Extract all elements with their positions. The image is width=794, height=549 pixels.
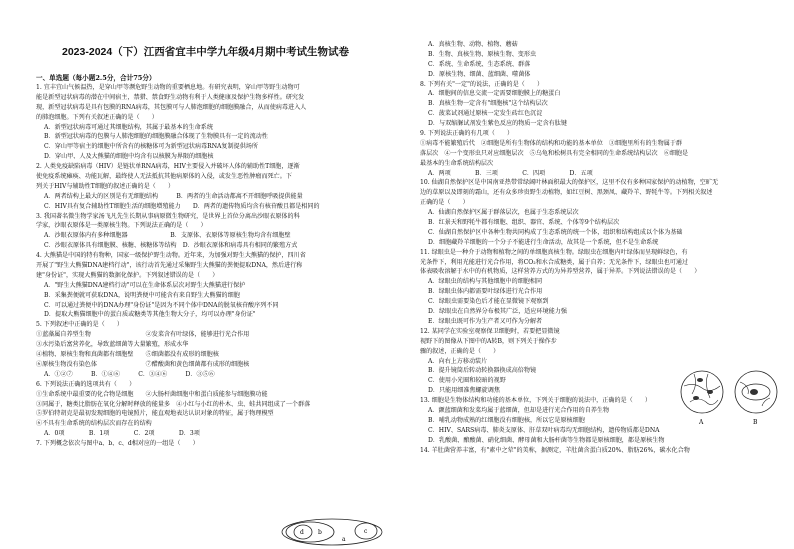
text-line: 光条件下，利用光能进行光合作用，将CO₂和水合成糖类，属于自养；无光条件下，绿眼虫也可通过 (420, 258, 689, 266)
text-line: C．仙湖自然保护区中各种生物共同构成了生态系统的统一个体，组织和结构组成以个体为基础 (428, 228, 683, 236)
text-line: ①生命系统中最重要的化合物是细胞 ②大肠杆菌细胞中和蛋白质能参与细胞膜功能 (36, 390, 268, 398)
text-line: 的肺泡细胞。下列有关叙述正确的是（ ） (36, 113, 158, 121)
text-line: A．颤蓝细菌和发菜均属于蓝细菌，但却是进行光合作用的自养生物 (428, 406, 610, 414)
text-line: ①病毒不能繁殖后代 ②细胞是所有生物体的结构和功能的基本单位 ③细胞里所有的生物属于群 (420, 139, 683, 147)
text-line: 现，新型冠状病毒是具有包膜的RNA病毒，其包膜可与人肺泡细胞的细胞膜融合，从而使病毒进入人 (36, 103, 307, 111)
text-line: 列关于HIV与辅助性T细胞的叙述正确的是（ ） (36, 182, 175, 190)
text-line: ③水污染后富营养化，导致蓝细菌等大量繁殖，形成水华 (36, 341, 189, 349)
text-line: 最基本的生命系统结构层次 (420, 159, 494, 167)
text-line: 体表吸收溶解于水中的有机物质，这样营养方式的为异养型营养，属于异养。下列说法错误的是（ ） (420, 268, 701, 276)
text-line: A．绿眼虫的结构与其他细胞中的细胞相同 (428, 278, 543, 286)
text-line: 开展了"野生大熊猫DNA建档行动"，该行动首先通过采集野生大熊猫的粪便提取DNA，然后进行称 (36, 262, 303, 270)
text-line: ①蓝藻属自养型生物 ②发菜含有叶绿体，能够进行光合作用 (36, 331, 250, 339)
text-line: A．0项 B．1项 C．2项 D．3项 (44, 430, 200, 438)
text-line: A．①②⑦ B．①④⑥ C．③④⑥ D．③⑤⑥ (44, 370, 215, 378)
text-line: 12. 某同学在实验室观察保卫细胞时，若要把显微镜 (420, 327, 560, 335)
text-line: B．采集粪便就可获取DNA，说明粪便中可能含有来自野生大熊猫的细胞 (44, 291, 240, 299)
text-line: C．HIV、SARS病毒、肺炎支原体、肝草双叶病毒均无细胞结构，遗传物质都是DNA (428, 426, 660, 434)
text-line: 学家，沙眼衣原体是一类原核生物。下列说法正确的是（ ） (36, 222, 207, 230)
text-line: 4. 大熊猫是中国的特有物种，国家一级保护野生动物。近年来，为加强对野生大熊猫的保护，四川省 (36, 252, 306, 260)
text-line: D．与双缩脲试剂发生紫色反应的物质一定含有肽键 (428, 120, 567, 128)
text-line: A．仙湖自然保护区属于群落层次，也属于生态系统层次 (428, 209, 579, 217)
venn-label-b: b (318, 529, 322, 536)
text-line: A．细胞间的信息交流一定需要细胞膜上的糖蛋白 (428, 90, 561, 98)
text-line: B．红景天和野牦牛都有细胞、组织、器官、系统、个体等9个结构层次 (428, 219, 620, 227)
text-line: A．新型冠状病毒可通过其细胞结构，其属于最基本的生命系统 (44, 123, 213, 131)
text-line: 视野下的图像从下图中的A转B，则下列关于操作步 (420, 337, 557, 345)
text-line: 9. 下列说法正确的有几项（ ） (420, 130, 514, 138)
text-line: C．沙眼衣原体具有细胞膜、核糖、核糖体等结构 D．沙眼衣原体和病毒具有相同的繁殖方式 (44, 242, 298, 250)
text-line: 6. 下列说法正确的选项共有（ ） (36, 380, 136, 388)
text-line: C．菠菜试剂通过原核一定发生砖红色沉淀 (428, 110, 543, 118)
text-line: E．绿眼虫既可作为生产者又可作为分解者 (428, 317, 543, 325)
text-line: C．HIV具有复合辅助性T细胞生活的细胞增殖能力 D．两者的遗传物质均含有核苷酸且都是相同的 (44, 202, 320, 210)
text-line: 落层次 ④一个变形虫只对应细胞层次 ⑤乌龟和松树具有完全相同的生命系统结构层次 ⑥细胞是 (420, 149, 689, 157)
text-line: 2. 人类免疫缺陷病毒（HIV）是链状单RNA病毒，HIV主要侵入并破坏人体的辅助性T细胞，逐渐 (36, 163, 300, 171)
text-line: C．系统、生命系统、生态系统、群落 (428, 60, 531, 68)
text-line: ④植物、原核生物和真菌都有细胞壁 ⑤细菌都没有成形的细胞核 (36, 351, 219, 359)
venn-diagram-figure (280, 517, 390, 547)
text-line: 边的草原以及即刻的霜山，还有众多珍贵野生动植物，如红豆树、黑颈凤、藏羚羊、野牦牛等。下列相关叙述 (420, 189, 713, 197)
text-line: D．绿眼虫在自然界分布极其广泛，适应环境能力强 (428, 308, 567, 316)
text-line: 正确的是（ ） (420, 199, 469, 207)
left-column (36, 0, 396, 549)
text-line: A．沙眼衣原体内有多种细胞器 B．支原体、衣原体等原核生物均含有细胞壁 (44, 232, 291, 240)
text-line: B．绿眼虫体内都需要叶绿体进行光合作用 (428, 288, 543, 296)
text-line: 11. 绿眼虫是一种介于动物和植物之间的单细胞真核生物。绿眼虫在细胞内叶绿体而呈现鲜绿色，有 (420, 248, 688, 256)
text-line: 13. 细胞是生物体结构和功能的基本单位，下列关于细胞的说法中，正确的是（ ） (420, 397, 652, 405)
text-line: 骤的叙述，正确的是（ ） (420, 347, 500, 355)
text-line: D．提取大熊猫细胞中的蛋白质或糖类等其他生物大分子，均可以办理"身份证" (44, 311, 256, 319)
text-line: B．新型冠状病毒的包膜与人肺泡细胞的细胞膜融合体现了生物膜具有一定的流动性 (44, 133, 268, 141)
text-line: 14. 羊肚菌营养丰富，有"素中之荤"的美称，据测定，羊肚菌含蛋白质20%、脂肪26%，碳水化合物 (420, 446, 690, 454)
text-line: 能是新型冠状病毒的潜在中间宿主，禁猎、禁食野生动物有利于人类健康及保护生物多样性。研究发 (36, 93, 305, 101)
text-line: 8. 下列有关"一定"的说法，正确的是（ ） (420, 80, 544, 88)
text-line: 3. 我国著名微生物学家汤飞凡先生长期从事病原微生物研究，是世界上首位分离出沙眼衣原体的科 (36, 212, 300, 220)
cell-view-a (681, 371, 723, 413)
text-line: D．只能用细准焦螺旋调焦 (428, 387, 500, 395)
text-line: D．细胞藏羚羊细胞的一个分子不能进行生命活动，故其是一个系统，但不是生命系统 (428, 238, 659, 246)
text-line: B．提升镜筒后转动转换器换成高倍物镜 (428, 367, 537, 375)
text-line: 1. 宜丰宜山气候温热，是穿山甲等濒危野生动物的重要栖息地。有研究表明，穿山甲等野生动物可 (36, 84, 300, 91)
text-line: D．乳酸菌、酿酸菌、硝化细菌、酵母菌和大肠杆菌等生物都是原核细胞，都是原核生物 (428, 436, 665, 444)
text-line: C．绿眼虫需要染色后才能在显微镜下观察到 (428, 298, 549, 306)
text-line: D．穿山甲、人及大熊猫的细胞中均含有以核膜为界限的细胞核 (44, 153, 214, 161)
section-heading: 一、单选题（每小题2.5分，合计75分） (36, 74, 156, 82)
cell-view-b (735, 371, 777, 413)
text-line: 建"身份证"，实现大熊猫的数据化保护。下列叙述错误的是（ ） (36, 271, 219, 279)
microscope-cells-figure (680, 368, 780, 428)
text-line: 使免疫系统瘫痪、功能瓦解，最终使人无法抵抗其他病原体的入侵，或发生恶性肿瘤而死亡。下 (36, 173, 292, 181)
left-question-text (36, 83, 396, 449)
text-line: A．"野生大熊猫DNA建档行动"可以在生命体系层次对野生大熊猫进行保护 (44, 281, 246, 289)
text-line: A．真核生物、动物、植物、蘑菇 (428, 41, 518, 48)
text-line: A．两项 B．三项 C．四项 D．五项 (428, 169, 593, 177)
text-line: C．可以通过粪便中的DNA办理"身份证"是因为不同个体中DNA的脱氧核苷酸序列不同 (44, 301, 279, 309)
text-line: B．哺乳动物成熟的红细胞没有细胞核，所以它是原核细胞 (428, 416, 585, 424)
text-line: A．向右上方移动装片 (428, 357, 488, 365)
text-line: 7. 下列概念依次与图中a、b、c、d相对应的一组是（ ） (36, 440, 199, 448)
cell-label-a: A (699, 419, 704, 426)
text-line: C．穿山甲等宿主的细胞中所含有的核糖体可为新型冠状病毒RNA复制提供场所 (44, 143, 258, 151)
venn-label-d: d (300, 529, 304, 536)
text-line: A．两者结构上最大的区别是有无细胞结构 B．两者的生命活动都离不开细胞呼吸提供能量 (44, 192, 303, 200)
text-line: ⑥原核生物没有染色体 ⑦醋酸菌和黄色细菌都有成形的细胞核 (36, 360, 250, 368)
text-line: ③同属于，糖类比脂肪在氧化分解时释放的能量多 ④小红与小红的朴木、虫、蛙共同组成了一个群落 (36, 400, 311, 408)
text-line: D．原核生物、细菌、蓝细菌、噬菌体 (428, 70, 531, 78)
text-line: B．生物、真核生物、原核生物、变形虫 (428, 50, 537, 58)
page-title: 2023-2024（下）江西省宜丰中学九年级4月期中考试生物试卷 (62, 46, 350, 58)
text-line: ⑤罗伯特胡克是最初发现细胞的电镜照片，能直观地表达认识对象的特征，属于物理模型 (36, 410, 274, 418)
cell-label-b: B (753, 419, 758, 426)
venn-label-a: a (342, 536, 346, 543)
text-line: B．真核生物一定含有"细胞核"这个结构层次 (428, 100, 548, 108)
text-line: 5. 下列叙述中正确的是（ ） (36, 321, 123, 329)
right-column (420, 0, 780, 549)
text-line: C．使用小光圈和较暗的视野 (428, 377, 506, 385)
text-line: ⑥不具有生命系统的结构层次而存在的结构 (36, 420, 152, 428)
venn-label-c: c (364, 528, 368, 535)
text-line: 10. 仙湖自然保护区是中国南亚热带常绿阔叶林面积最大的保护区，这里不仅有多种国家保护的动植物，空旷无 (420, 179, 719, 187)
